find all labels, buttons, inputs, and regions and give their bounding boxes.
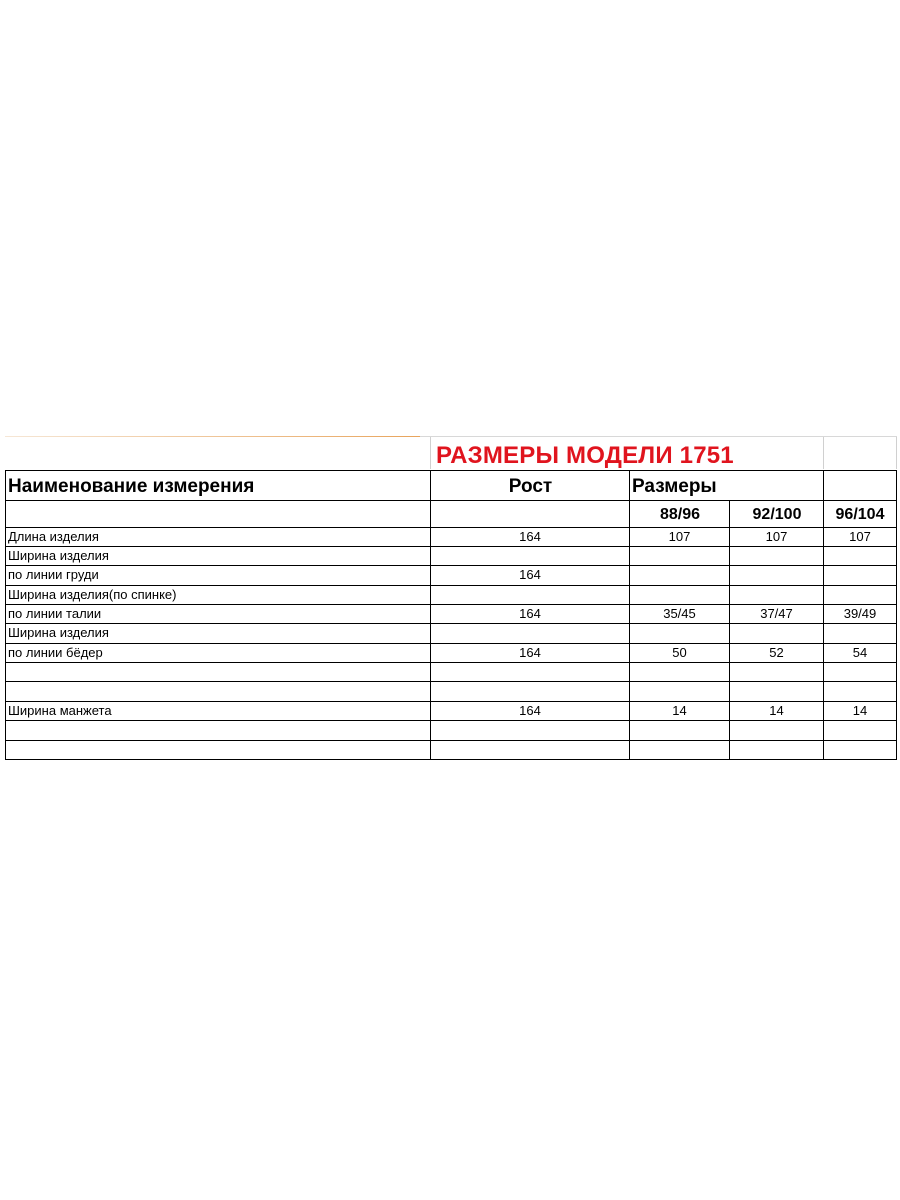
- table-cell-name: [8, 741, 428, 759]
- table-title: РАЗМЕРЫ МОДЕЛИ 1751: [436, 442, 734, 469]
- table-cell-s2: 107: [765, 529, 788, 544]
- table-cell-name: по линии груди: [8, 567, 99, 582]
- table-cell-height: 164: [519, 606, 541, 621]
- table-cell-height: [431, 547, 629, 565]
- grid-hline: [5, 527, 897, 528]
- table-cell-height: 164: [519, 645, 541, 660]
- table-row: [0, 566, 900, 584]
- table-cell-s3: [824, 721, 896, 739]
- table-cell-s2: [730, 586, 823, 604]
- table-cell-s3: 54: [852, 645, 868, 660]
- table-cell-s2: [730, 566, 823, 584]
- grid-vline: [729, 500, 730, 760]
- header-sizes: Размеры: [632, 476, 717, 497]
- table-cell-s1: [630, 741, 729, 759]
- table-cell-s1: 35/45: [663, 606, 696, 621]
- table-row: [0, 682, 900, 700]
- table-cell-name: Ширина изделия: [8, 625, 109, 640]
- top-rule: [5, 436, 420, 437]
- grid-vline: [823, 470, 824, 760]
- size-col-1: 88/96: [659, 506, 701, 523]
- table-cell-s3: [824, 624, 896, 642]
- size-col-2: 92/100: [752, 506, 802, 523]
- table-cell-name: по линии талии: [8, 606, 102, 621]
- table-cell-height: [431, 624, 629, 642]
- faint-divider: [430, 437, 431, 469]
- table-cell-s2: 37/47: [760, 606, 793, 621]
- grid-vline: [5, 470, 6, 760]
- table-row: [0, 644, 900, 662]
- table-cell-s2: [730, 624, 823, 642]
- table-cell-s3: [824, 586, 896, 604]
- header-height: Рост: [508, 476, 553, 497]
- table-cell-name: Ширина изделия: [8, 548, 109, 563]
- table-cell-height: 164: [519, 567, 541, 582]
- grid-hline: [5, 740, 897, 741]
- table-cell-name: по линии бёдер: [8, 645, 103, 660]
- grid-hline: [5, 585, 897, 586]
- table-row: [0, 605, 900, 623]
- table-cell-s2: 14: [769, 703, 784, 718]
- table-cell-s3: 39/49: [843, 606, 877, 621]
- table-cell-s1: [630, 682, 729, 700]
- grid-vline: [896, 470, 897, 760]
- grid-hline: [5, 546, 897, 547]
- table-row: [0, 663, 900, 681]
- grid-vline: [430, 470, 431, 760]
- grid-hline: [5, 701, 897, 702]
- table-cell-s3: [824, 547, 896, 565]
- grid-hline: [5, 604, 897, 605]
- table-cell-s3: [824, 741, 896, 759]
- table-cell-s3: [824, 663, 896, 681]
- header-name: Наименование измерения: [8, 476, 255, 497]
- table-cell-s2: [730, 741, 823, 759]
- table-cell-name: Ширина манжета: [8, 703, 112, 718]
- table-cell-s1: [630, 663, 729, 681]
- table-cell-s2: [730, 682, 823, 700]
- table-cell-height: [431, 682, 629, 700]
- table-cell-s3: [824, 566, 896, 584]
- table-cell-s1: 14: [672, 703, 687, 718]
- table-cell-s1: [630, 721, 729, 739]
- faint-divider: [823, 437, 824, 469]
- table-cell-s1: [630, 566, 729, 584]
- table-row: [0, 586, 900, 604]
- grid-vline: [629, 470, 630, 760]
- table-cell-height: [431, 586, 629, 604]
- table-row: [0, 721, 900, 739]
- table-cell-name: [8, 663, 428, 681]
- table-cell-s1: [630, 624, 729, 642]
- table-cell-height: [431, 741, 629, 759]
- table-cell-name: [8, 682, 428, 700]
- size-col-3: 96/104: [835, 506, 885, 523]
- table-row: [0, 547, 900, 565]
- top-rule-right: [420, 436, 897, 437]
- table-cell-s1: [630, 547, 729, 565]
- table-cell-height: 164: [519, 703, 541, 718]
- grid-hline: [5, 759, 897, 760]
- table-cell-name: Длина изделия: [8, 529, 99, 544]
- table-cell-height: [431, 663, 629, 681]
- grid-hline: [5, 623, 897, 624]
- faint-divider: [896, 437, 897, 469]
- table-cell-s1: 107: [668, 529, 691, 544]
- table-row: [0, 528, 900, 546]
- table-row: [0, 624, 900, 642]
- grid-hline: [5, 662, 897, 663]
- table-cell-height: 164: [519, 529, 541, 544]
- grid-hline: [5, 720, 897, 721]
- table-cell-s2: [730, 721, 823, 739]
- table-cell-s3: 107: [849, 529, 871, 544]
- table-cell-height: [431, 721, 629, 739]
- table-row: [0, 741, 900, 759]
- table-cell-s1: 50: [672, 645, 687, 660]
- grid-hline: [5, 643, 897, 644]
- table-cell-s2: [730, 663, 823, 681]
- table-cell-s3: [824, 682, 896, 700]
- grid-hline: [5, 565, 897, 566]
- table-cell-s1: [630, 586, 729, 604]
- table-cell-name: [8, 721, 428, 739]
- grid-hline: [5, 470, 897, 471]
- table-cell-s3: 14: [852, 703, 868, 718]
- table-cell-s2: [730, 547, 823, 565]
- grid-hline: [5, 681, 897, 682]
- table-row: [0, 702, 900, 720]
- table-cell-name: Ширина изделия(по спинке): [8, 587, 177, 602]
- grid-hline: [5, 500, 897, 501]
- table-cell-s2: 52: [769, 645, 784, 660]
